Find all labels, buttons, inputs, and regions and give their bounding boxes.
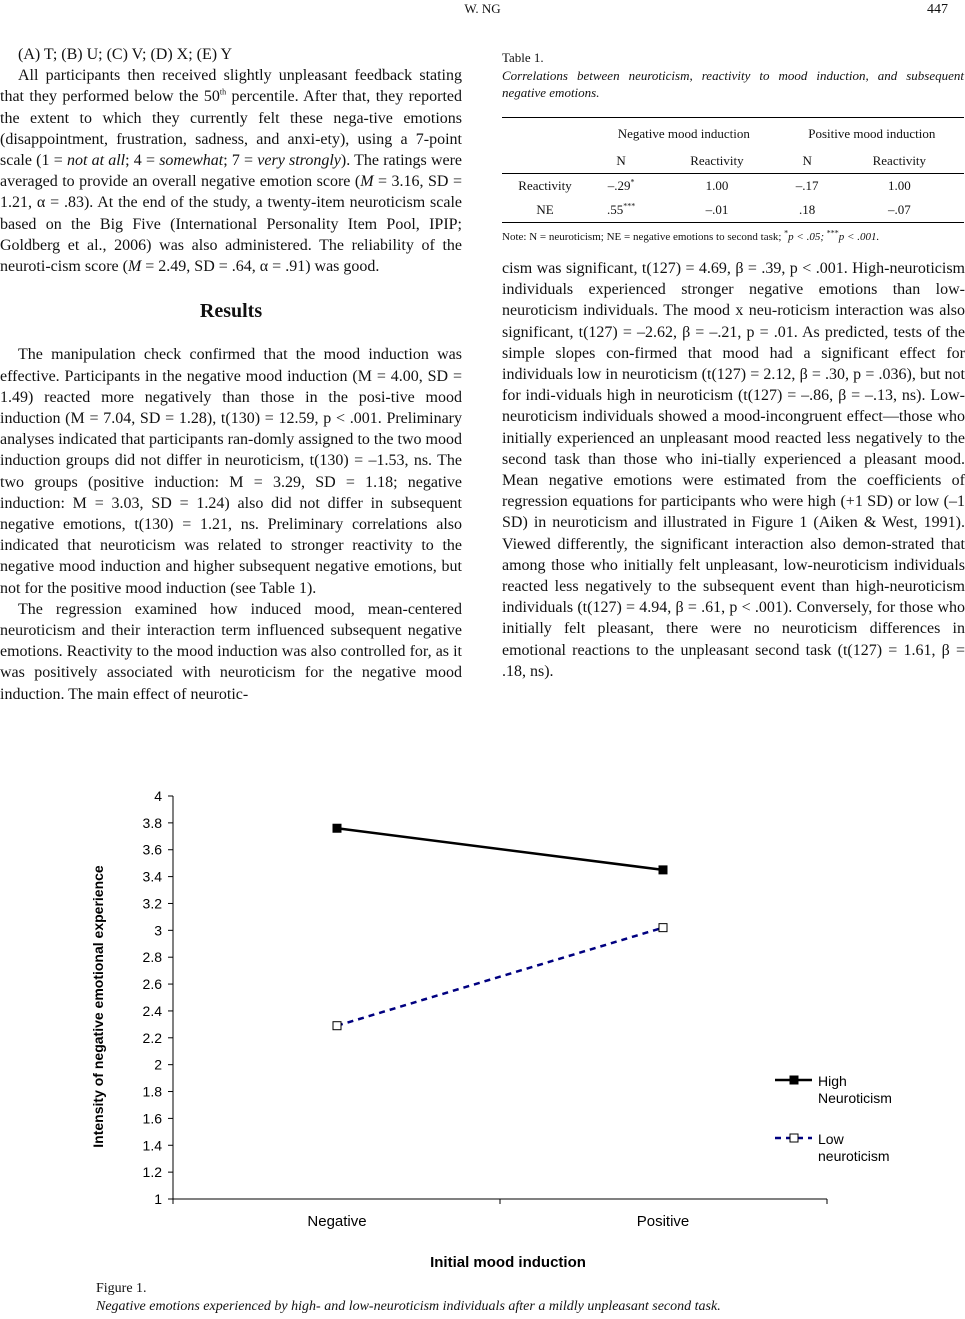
- left-column: [0, 44, 462, 705]
- row-label: Reactivity: [518, 178, 572, 193]
- y-tick-label: 2.6: [142, 976, 162, 993]
- chart-axes: [173, 796, 827, 1199]
- table-cell: –.07: [887, 202, 911, 217]
- legend-label: High: [818, 1073, 847, 1089]
- data-point-marker: [333, 824, 341, 832]
- chart-series: [333, 824, 667, 1029]
- series-line-0: [337, 828, 663, 870]
- figure-caption: Negative emotions experienced by high- and low-neuroticism individuals after a mildly unpleasant second task.: [96, 1299, 721, 1314]
- page-number: 447: [927, 2, 948, 17]
- data-point-marker: [659, 866, 667, 874]
- y-tick-label: 1.4: [142, 1137, 162, 1154]
- x-axis-label: Initial mood induction: [430, 1254, 586, 1271]
- y-tick-label: 1.6: [142, 1110, 162, 1127]
- table-1: [502, 49, 964, 243]
- sub-header: N: [616, 153, 626, 168]
- table-cell: –.29*: [607, 177, 635, 193]
- sub-header: Reactivity: [690, 153, 744, 168]
- table-cell: –.01: [705, 202, 729, 217]
- sub-header: N: [802, 153, 812, 168]
- y-tick-label: 3: [154, 922, 162, 939]
- paragraph-regression: The regression examined how induced mood, mean-centered neuroticism and their interaction term influenced subsequent negative emotions. Reactivity to the mood induction was also controlled for, as it was positively associated with neuroticism for the negative mood induction. The main effect of neurotic-: [0, 600, 462, 703]
- legend-label: Neuroticism: [818, 1090, 892, 1106]
- table-note: Note: N = neuroticism; NE = negative emotions to second task; *p < .05; ***p < .001.: [502, 228, 880, 243]
- chart-x-ticks: [173, 1199, 827, 1230]
- y-tick-label: 2.8: [142, 949, 162, 966]
- table-row: [502, 198, 964, 223]
- y-axis-label: Intensity of negative emotional experience: [90, 865, 106, 1148]
- paragraph-procedure: All participants then received slightly unpleasant feedback stating that they performed below the 50th percentile. After that, they reported the extent to which they currently felt these nega-tive emotions (disappointment, frustration, sadness, and anxi-ety), using a 7-point scale (1 = not at all; 4 = somewhat; 7 = very strongly). The ratings were averaged to provide an overall negative emotion score (M = 3.16, SD = 1.21, α = .83). At the end of the study, a twenty-item neuroticism scale based on the Big Five (International Personality Item Pool, IPIP; Goldberg et al., 2006) was also administered. The reliability of the neuroti-cism score (M = 2.49, SD = .64, α = .91) was good.: [0, 67, 463, 276]
- y-tick-label: 2: [154, 1056, 162, 1073]
- legend-marker-0: [790, 1076, 798, 1084]
- y-tick-label: 2.4: [142, 1002, 162, 1019]
- group-header-positive: Positive mood induction: [780, 118, 964, 148]
- y-tick-label: 4: [154, 788, 162, 804]
- y-tick-label: 3.8: [142, 814, 162, 831]
- legend-label: neuroticism: [818, 1148, 890, 1164]
- group-header-negative: Negative mood induction: [588, 118, 780, 148]
- table-cell: .55***: [607, 201, 636, 217]
- table-cell: 1.00: [887, 178, 911, 193]
- right-column: [502, 258, 965, 682]
- row-label: NE: [536, 202, 554, 217]
- table-cell: 1.00: [705, 178, 729, 193]
- series-line-1: [337, 928, 663, 1026]
- legend-label: Low: [818, 1131, 844, 1147]
- x-tick-label: Positive: [636, 1213, 690, 1230]
- paragraph-options: (A) T; (B) U; (C) V; (D) X; (E) Y: [18, 46, 233, 63]
- chart-y-ticks: [143, 788, 173, 1207]
- running-title: W. NG: [464, 1, 501, 16]
- legend-marker-1: [790, 1134, 798, 1142]
- y-tick-label: 1: [154, 1191, 162, 1207]
- data-point-marker: [333, 1022, 341, 1030]
- table-cell: –.17: [795, 178, 819, 193]
- figure-1-chart: [0, 780, 965, 1280]
- section-heading-results: Results: [199, 300, 263, 323]
- paragraph-manipulation-check: The manipulation check confirmed that the mood induction was effective. Participants in the negative mood induction (M = 4.00, SD = 1.49) reacted more negatively than those in the posi-tive mood induction (M = 7.04, SD = 1.28), t(130) = 12.59, p < .001. Preliminary analyses indicated that participants ran-domly assigned to the two mood induction groups did not differ in neuroticism, t(130) = –1.53, ns. The two groups (positive induction: M = 3.29, SD = 1.18; negative induction: M = 3.03, SD = 1.24) also did not differ in subsequent negative emotions, t(130) = 1.21, ns. Preliminary correlations also indicated that neuroticism was related to stronger reactivity to the negative mood induction and higher subsequent negative emotions, but not for the positive mood induction (see Table 1).: [0, 346, 462, 597]
- x-tick-label: Negative: [307, 1213, 367, 1230]
- y-tick-label: 3.6: [142, 841, 162, 858]
- y-tick-label: 1.8: [142, 1083, 162, 1100]
- chart-legend: [775, 1073, 892, 1164]
- y-tick-label: 3.2: [142, 895, 162, 912]
- table-caption: Correlations between neuroticism, reactivity to mood induction, and subsequent negative emotions.: [502, 68, 964, 100]
- paragraph-results-continued: cism was significant, t(127) = 4.69, β = .39, p < .001. High-neuroticism individuals experienced stronger negative emotions than low-neuroticism individuals. The mood x neu-roticism interaction was also significant, t(127) = –2.62, β = –.21, p = .01. As predicted, tests of the simple slopes con-firmed that mood had a significant effect for individuals low in neuroticism (t(127) = 2.12, β = .30, p = .036), but not for indi-viduals high in neuroticism (t(127) = –.86, β = –.13, ns). Low-neuroticism individuals showed a mood-incongruent effect—those who initially experienced an unpleasant mood reacted less negatively to the second task than those who ini-tially experienced a pleasant mood. Mean negative emotions were estimated from the coefficients of regression equations for participants who were high (+1 SD) or low (–1 SD) in neuroticism and illustrated in Figure 1 (Aiken & West, 1991). Viewed differently, the significant interaction also demon-strated that among those who initially felt unpleasant, low-neuroticism individuals reacted less negatively to the subsequent event than high-neuroticism individuals (t(127) = 4.94, β = .61, p < .001). Conversely, for those who initially felt pleasant, there were no neuroticism differences in emotional reactions to the unpleasant second task (t(127) = 1.61, β = .18, ns).: [502, 260, 965, 680]
- y-tick-label: 2.2: [142, 1029, 162, 1046]
- figure-label: Figure 1.: [96, 1281, 147, 1296]
- y-tick-label: 3.4: [142, 868, 162, 885]
- table-label: Table 1.: [502, 50, 544, 65]
- table-row: [502, 174, 964, 199]
- y-tick-label: 1.2: [142, 1164, 162, 1181]
- data-point-marker: [659, 924, 667, 932]
- correlation-table: [502, 117, 964, 223]
- sub-header: Reactivity: [872, 153, 927, 168]
- table-cell: .18: [799, 202, 816, 217]
